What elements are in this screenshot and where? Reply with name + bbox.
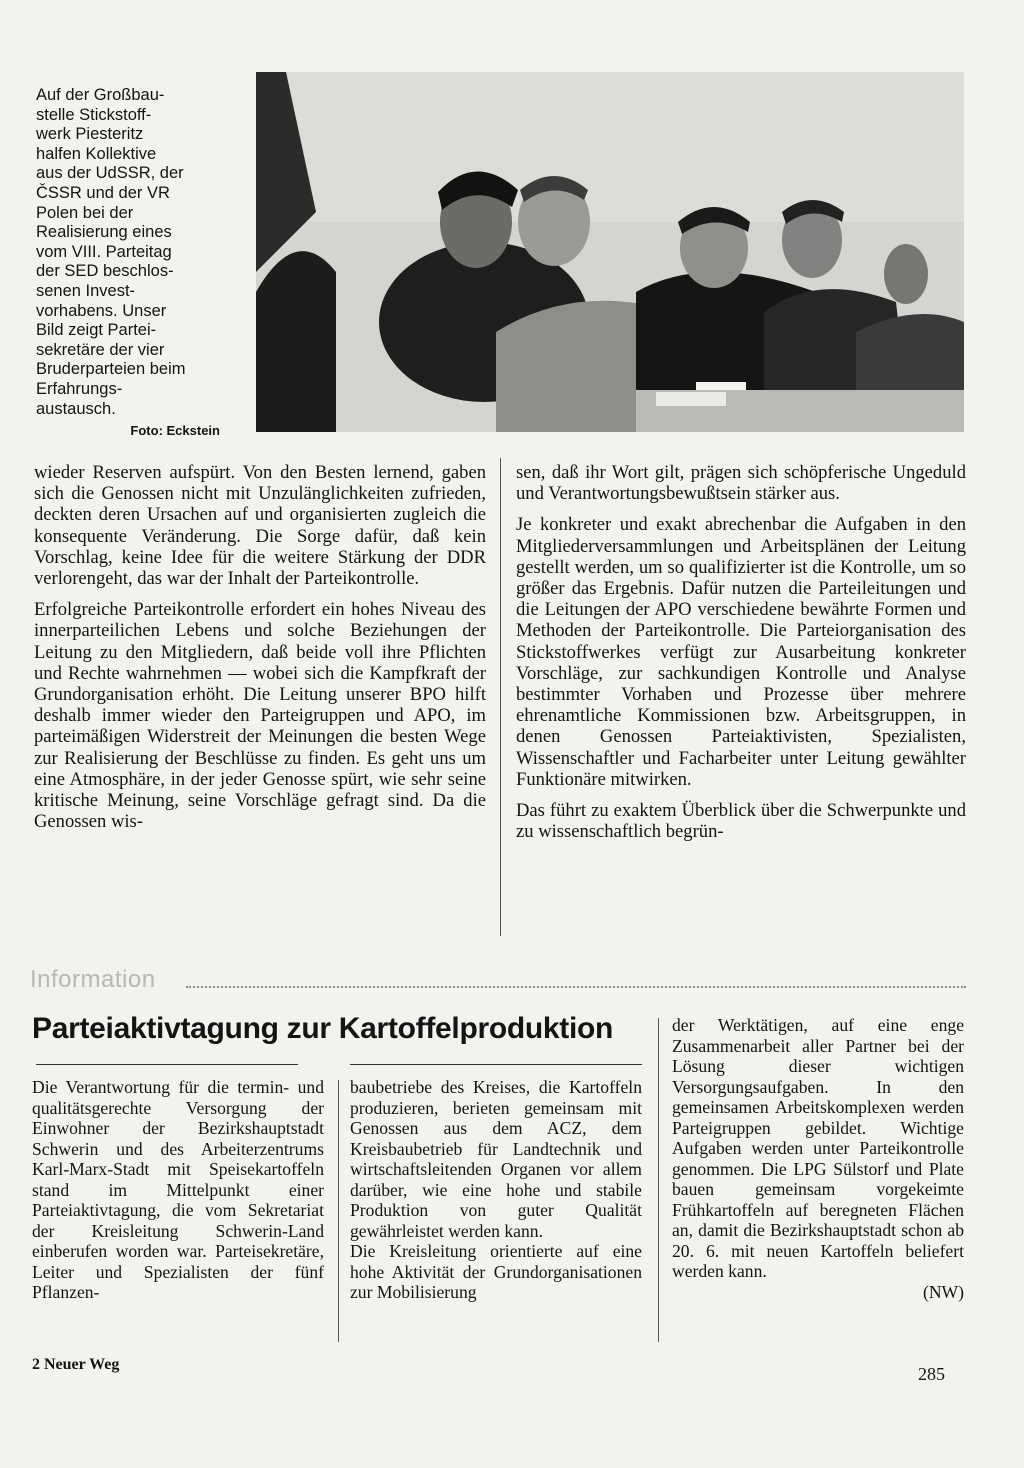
caption-line: Erfahrungs- [36,379,123,398]
paragraph: sen, daß ihr Wort gilt, prägen sich schöpferische Ungeduld und Verantwortungsbewußtsein stärker aus. [516,462,966,505]
news-column-1 [32,1077,324,1303]
paragraph [672,1015,964,1282]
caption-line: vom VIII. Parteitag [36,242,172,261]
paragraph: Das führt zu exaktem Überblick über die Schwerpunkte und zu wissenschaftlich begrün- [516,800,966,843]
paragraph: Je konkreter und exakt abrechenbar die Aufgaben in den Mitgliederversammlungen und Arbeitsplänen der Leitung gestellt werden, um so qualifizierter ist die Kontrolle, um so größer das Ergebnis. Dafür nutzen die Parteileitungen und die Leitungen der APO verschiedene bewährte Formen und Methoden der Parteikontrolle. Die Parteiorganisation des Stickstoffwerkes verfügt zur Ausarbeitung konkreter Vorschläge, zur sachkundigen Kontrolle und Analyse bestimmter Vorhaben und Prozesse über mehrere ehrenamtliche Kommissionen bzw. Arbeitsgruppen, in denen Genossen Parteiaktivisten, Spezialisten, Wissenschaftler und Facharbeiter unter Leitung gewählter Funktionäre mitwirken. [516,514,966,790]
meeting-photo [256,72,964,432]
caption-line: ČSSR und der VR [36,183,170,202]
author-signature: (NW) [922,1281,964,1302]
publication-footer: 2 Neuer Weg [32,1356,120,1373]
section-rule [186,986,966,988]
caption-line: aus der UdSSR, der [36,164,184,183]
caption-line: Bruderparteien beim [36,360,186,379]
news-column-2 [350,1077,642,1303]
caption-line: der SED beschlos- [36,262,174,281]
article-column-left [34,462,486,832]
paragraph: Die Kreisleitung orientierte auf eine hohe Aktivität der Grundorganisationen zur Mobilisierung [350,1241,642,1302]
column-divider [338,1080,339,1342]
caption-line: halfen Kollektive [36,144,157,163]
paragraph-text: der Werktätigen, auf eine enge Zusammenarbeit aller Partner bei der Lösung dieser wichtigen Versorgungsaufgaben. In den gemeinsamen Arbeitskomplexen werden Parteigruppen gebildet. Wichtige Aufgaben werden unter Parteikontrolle genommen. Die LPG Sülstorf und Plate bauen gemeinsam vorgekeimte Frühkartoffeln auf beregneten Flächen an, damit die Bezirkshauptstadt schon ab 20. 6. mit neuen Kartoffeln beliefert werden kann. [672,1015,964,1281]
caption-line: Auf der Großbau- [36,86,165,104]
article-headline: Parteiaktivtagung zur Kartoffelproduktion [32,1012,614,1045]
photo-credit: Foto: Eckstein [130,423,220,439]
headline-rule [36,1064,298,1065]
headline-rule [350,1064,642,1065]
caption-line: stelle Stickstoff- [36,105,152,124]
paragraph: wieder Reserven aufspürt. Von den Besten lernend, gaben sich die Genossen nicht mit Unzulänglichkeiten zufrieden, deckten deren Ursachen auf und organisierten zugleich die konsequente Veränderung. Die Sorge dafür, daß kein Vorschlag, keine Idee für die weitere Stärkung der DDR verlorengeht, das war der Inhalt der Parteikontrolle. [34,462,486,590]
article-column-right [516,462,966,842]
page-number: 285 [918,1364,945,1384]
column-divider [658,1018,659,1342]
photo-caption [36,86,226,441]
photo-illustration [256,72,964,432]
paragraph: Erfolgreiche Parteikontrolle erfordert ein hohes Niveau des innerparteilichen Lebens und solche Beziehungen der Leitung zu den Mitgliedern, daß beide voll ihre Pflichten und Rechte wahrnehmen — wobei sich die Kampfkraft der Grundorganisation erhöht. Die Leitung unserer BPO hilft deshalb immer wieder den Parteigruppen und APO, im parteimäßigen Widerstreit der Meinungen die besten Wege zur Realisierung der Beschlüsse zu finden. Es geht uns um eine Atmosphäre, in der jeder Genosse spürt, wie sehr seine kritische Meinung, seine Vorschläge gefragt sind. Da die Genossen wis- [34,599,486,833]
caption-line: werk Piesteritz [36,125,144,144]
caption-line: sekretäre der vier [36,340,165,359]
caption-line: Polen bei der [36,203,134,222]
news-column-3 [672,1015,964,1302]
caption-line: senen Invest- [36,281,136,300]
caption-line: Realisierung eines [36,223,172,242]
caption-line: vorhabens. Unser [36,301,167,320]
caption-line: austausch. [36,399,116,418]
section-label: Information [30,966,156,993]
column-divider [500,458,501,936]
caption-text [36,86,226,419]
caption-line: Bild zeigt Partei- [36,321,157,340]
paragraph: baubetriebe des Kreises, die Kartoffeln produzieren, berieten gemeinsam mit Genossen aus dem ACZ, dem Kreisbaubetrieb für Landtechnik und wirtschaftsleitenden Organen vor allem darüber, wie eine hohe und stabile Produktion von guter Qualität gewährleistet werden kann. [350,1077,642,1241]
paragraph: Die Verantwortung für die termin- und qualitätsgerechte Versorgung der Einwohner der Bezirkshauptstadt Schwerin und des Arbeiterzentrums Karl-Marx-Stadt mit Speisekartoffeln stand im Mittelpunkt einer Parteiaktivtagung, die vom Sekretariat der Kreisleitung Schwerin-Land einberufen worden war. Parteisekretäre, Leiter und Spezialisten der fünf Pflanzen- [32,1077,324,1302]
